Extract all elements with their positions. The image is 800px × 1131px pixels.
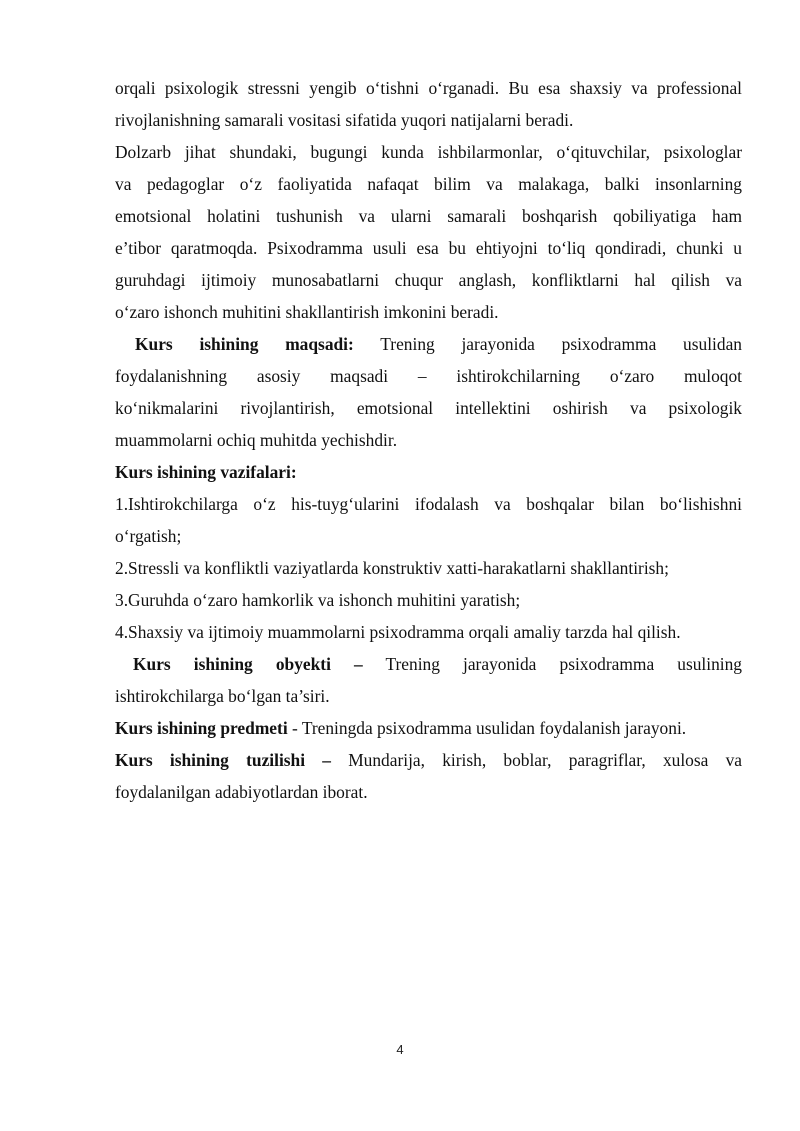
text-line: foydalanishning asosiy maqsadi – ishtirokchilarning o‘zaro muloqot: [115, 366, 742, 386]
structure-paragraph: [115, 744, 742, 808]
page-number: 4: [396, 1042, 404, 1057]
object-heading: Kurs ishining obyekti –: [133, 654, 363, 674]
structure-text: Mundarija, kirish, boblar, paragriflar, xulosa va: [348, 750, 742, 770]
text-line: guruhdagi ijtimoiy munosabatlarni chuqur anglash, konfliktlarni hal qilish va: [115, 270, 742, 290]
list-item: 1.Ishtirokchilarga o‘z his-tuyg‘ularini ifodalash va boshqalar bilan bo‘lishishni: [115, 494, 742, 514]
goal-text: Trening jarayonida psixodramma usulidan: [380, 334, 742, 354]
object-text: Trening jarayonida psixodramma usulining: [385, 654, 742, 674]
subject-text: - Treningda psixodramma usulidan foydalanish jarayoni.: [287, 718, 687, 738]
relevance-paragraph: [115, 136, 742, 328]
list-item: 4.Shaxsiy va ijtimoiy muammolarni psixodramma orqali amaliy tarzda hal qilish.: [115, 622, 681, 642]
text-line: foydalanilgan adabiyotlardan iborat.: [115, 782, 368, 802]
text-line: emotsional holatini tushunish va ularni samarali boshqarish qobiliyatiga ham: [115, 206, 742, 226]
text-line: e’tibor qaratmoqda. Psixodramma usuli esa bu ehtiyojni to‘liq qondiradi, chunki u: [115, 238, 742, 258]
object-paragraph: [115, 648, 742, 712]
list-item: 3.Guruhda o‘zaro hamkorlik va ishonch muhitini yaratish;: [115, 590, 521, 610]
text-line: o‘zaro ishonch muhitini shakllantirish imkonini beradi.: [115, 302, 499, 322]
text-line: va pedagoglar o‘z faoliyatida nafaqat bilim va malakaga, balki insonlarning: [115, 174, 742, 194]
text-line: ko‘nikmalarini rivojlantirish, emotsional intellektini oshirish va psixologik: [115, 398, 742, 418]
document-page: [115, 72, 742, 808]
text-line: orqali psixologik stressni yengib o‘tishni o‘rganadi. Bu esa shaxsiy va professional: [115, 78, 742, 98]
text-line: [115, 712, 742, 744]
text-line: [115, 328, 742, 360]
text-line: [115, 456, 742, 488]
text-line: muammolarni ochiq muhitda yechishdir.: [115, 430, 398, 450]
goal-paragraph: [115, 328, 742, 456]
intro-paragraph: [115, 72, 742, 136]
structure-heading: Kurs ishining tuzilishi –: [115, 750, 331, 770]
goal-heading: Kurs ishining maqsadi:: [135, 334, 354, 354]
subject-paragraph: [115, 712, 742, 744]
subject-heading: Kurs ishining predmeti: [115, 718, 288, 738]
list-item: 2.Stressli va konfliktli vaziyatlarda konstruktiv xatti-harakatlarni shakllantirish;: [115, 558, 669, 578]
tasks-heading: Kurs ishining vazifalari:: [115, 462, 297, 482]
text-line: ishtirokchilarga bo‘lgan ta’siri.: [115, 686, 330, 706]
text-line: [115, 744, 742, 776]
text-line: Dolzarb jihat shundaki, bugungi kunda ishbilarmonlar, o‘qituvchilar, psixologlar: [115, 142, 742, 162]
tasks-section: [115, 456, 742, 648]
text-line: rivojlanishning samarali vositasi sifatida yuqori natijalarni beradi.: [115, 110, 574, 130]
text-line: [115, 648, 742, 680]
list-item: o‘rgatish;: [115, 526, 182, 546]
